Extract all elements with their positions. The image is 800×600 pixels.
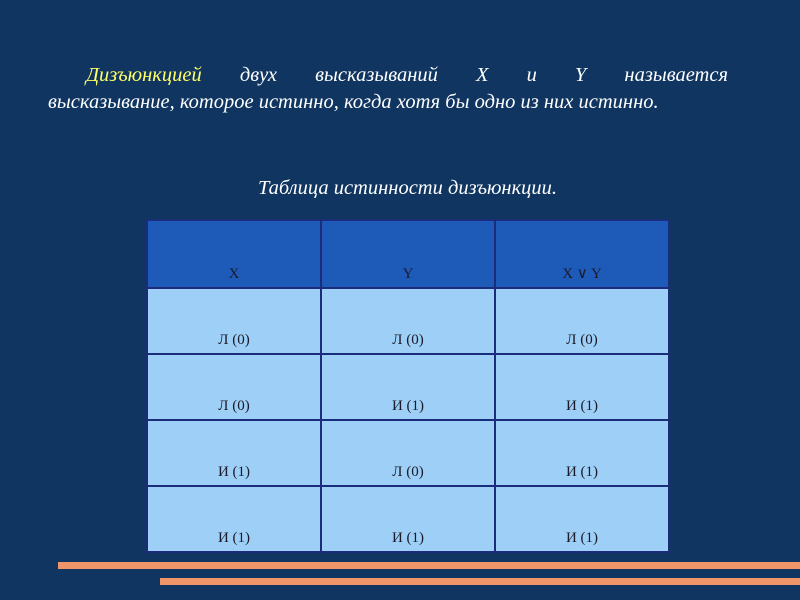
definition-text [48, 62, 728, 116]
header-row [147, 220, 669, 288]
table-cell: И (1) [321, 486, 495, 552]
table-cell: И (1) [495, 486, 669, 552]
table-row [147, 486, 669, 552]
truth-table [146, 219, 670, 553]
decorative-line-upper [58, 562, 800, 569]
header-cell-x: X [147, 220, 321, 288]
table-cell: И (1) [495, 354, 669, 420]
table-cell: Л (0) [321, 420, 495, 486]
decorative-line-lower [160, 578, 800, 585]
definition-first-line [48, 62, 728, 89]
truth-table-header [147, 220, 669, 288]
table-cell: Л (0) [321, 288, 495, 354]
table-cell: Л (0) [495, 288, 669, 354]
definition-rest: высказывание, которое истинно, когда хотя бы одно из них истинно. [48, 91, 659, 113]
table-cell: И (1) [147, 420, 321, 486]
table-cell: Л (0) [147, 288, 321, 354]
table-cell: Л (0) [147, 354, 321, 420]
definition-line1-rest: двух высказываний X и Y называется [239, 64, 728, 86]
table-cell: И (1) [495, 420, 669, 486]
table-row [147, 288, 669, 354]
table-cell: И (1) [321, 354, 495, 420]
definition-term: Дизъюнкцией [86, 64, 202, 86]
table-row [147, 420, 669, 486]
table-row [147, 354, 669, 420]
header-cell-y: Y [321, 220, 495, 288]
truth-table-body [147, 288, 669, 552]
table-cell: И (1) [147, 486, 321, 552]
header-cell-x-or-y: X ∨ Y [495, 220, 669, 288]
table-caption: Таблица истинности дизъюнкции. [257, 177, 558, 199]
